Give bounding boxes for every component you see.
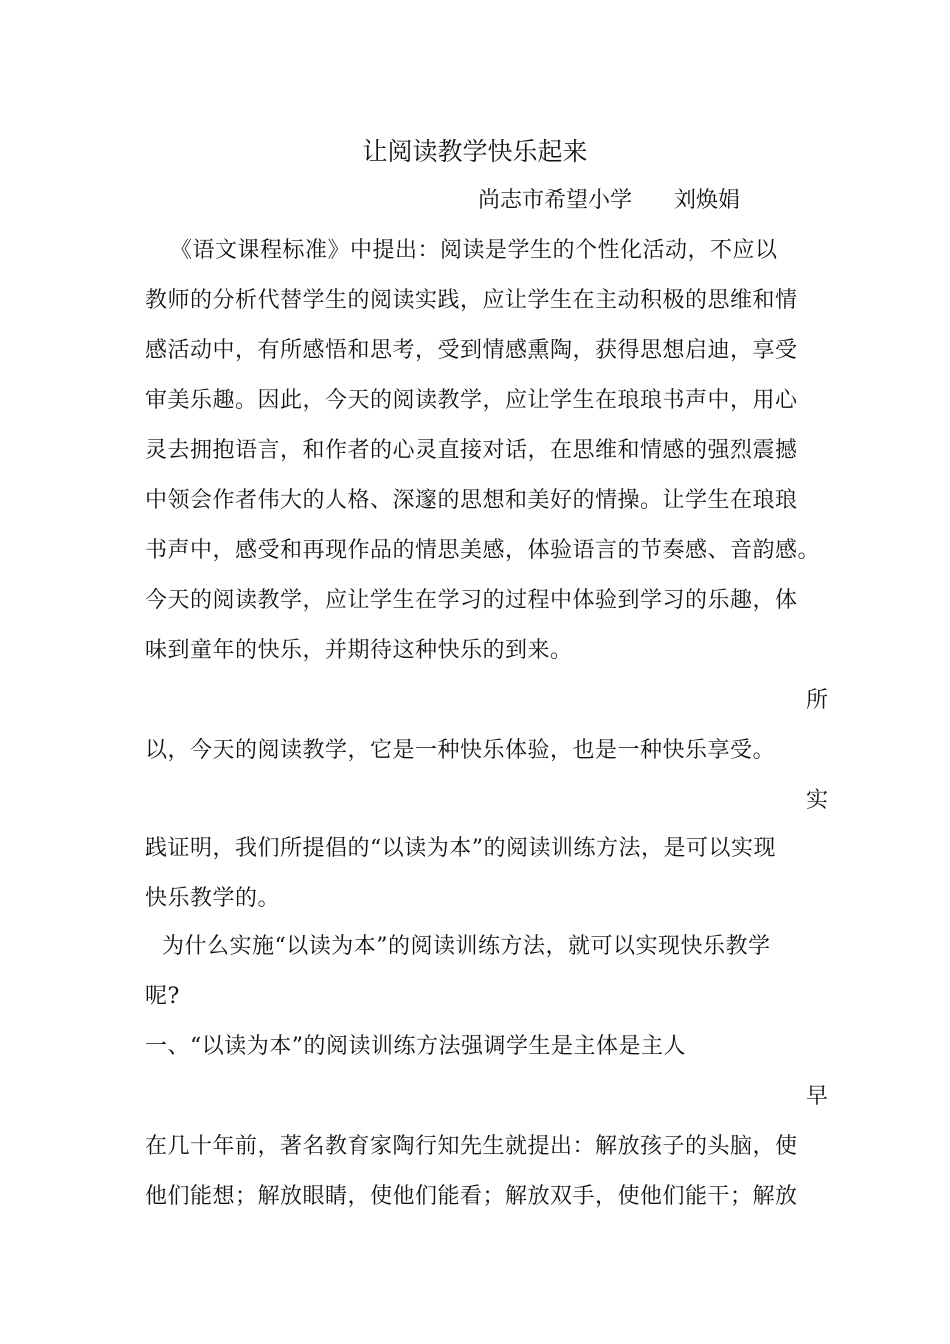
paragraph-line: 践证明，我们所提倡的“以读为本”的阅读训练方法，是可以实现 — [145, 836, 776, 861]
paragraph-line: 书声中，感受和再现作品的情思美感，体验语言的节奏感、音韵感。 — [145, 538, 821, 563]
author-name: 刘焕娟 — [674, 188, 741, 213]
paragraph-line: 呢? — [145, 984, 180, 1009]
paragraph-line: 感活动中，有所感悟和思考，受到情感熏陶，获得思想启迪，享受 — [145, 338, 798, 363]
paragraph-line: 味到童年的快乐，并期待这种快乐的到来。 — [145, 638, 573, 663]
paragraph-line: 以，今天的阅读教学，它是一种快乐体验，也是一种快乐享受。 — [145, 738, 776, 763]
paragraph-line: 《语文课程标准》中提出：阅读是学生的个性化活动，不应以 — [170, 238, 778, 263]
paragraph-line: 中领会作者伟大的人格、深邃的思想和美好的情操。让学生在琅琅 — [145, 488, 798, 513]
paragraph-line: 为什么实施“以读为本”的阅读训练方法，就可以实现快乐教学 — [162, 934, 771, 959]
author-school: 尚志市希望小学 — [478, 188, 633, 213]
paragraph-line: 教师的分析代替学生的阅读实践，应让学生在主动积极的思维和情 — [145, 288, 798, 313]
paragraph-line: 审美乐趣。因此，今天的阅读教学，应让学生在琅琅书声中，用心 — [145, 388, 798, 413]
paragraph-line: 灵去拥抱语言，和作者的心灵直接对话，在思维和情感的强烈震撼 — [145, 438, 798, 463]
paragraph-line: 早 — [806, 1084, 829, 1109]
document-title: 让阅读教学快乐起来 — [362, 137, 588, 166]
section-heading: 一、“以读为本”的阅读训练方法强调学生是主体是主人 — [145, 1034, 686, 1059]
paragraph-line: 快乐教学的。 — [145, 886, 281, 911]
paragraph-line: 所 — [806, 688, 829, 713]
paragraph-line: 他们能想；解放眼睛，使他们能看；解放双手，使他们能干；解放 — [145, 1184, 798, 1209]
paragraph-line: 实 — [806, 788, 829, 813]
paragraph-line: 在几十年前，著名教育家陶行知先生就提出：解放孩子的头脑，使 — [145, 1134, 798, 1159]
paragraph-line: 今天的阅读教学，应让学生在学习的过程中体验到学习的乐趣，体 — [145, 588, 798, 613]
author-line — [478, 186, 740, 216]
